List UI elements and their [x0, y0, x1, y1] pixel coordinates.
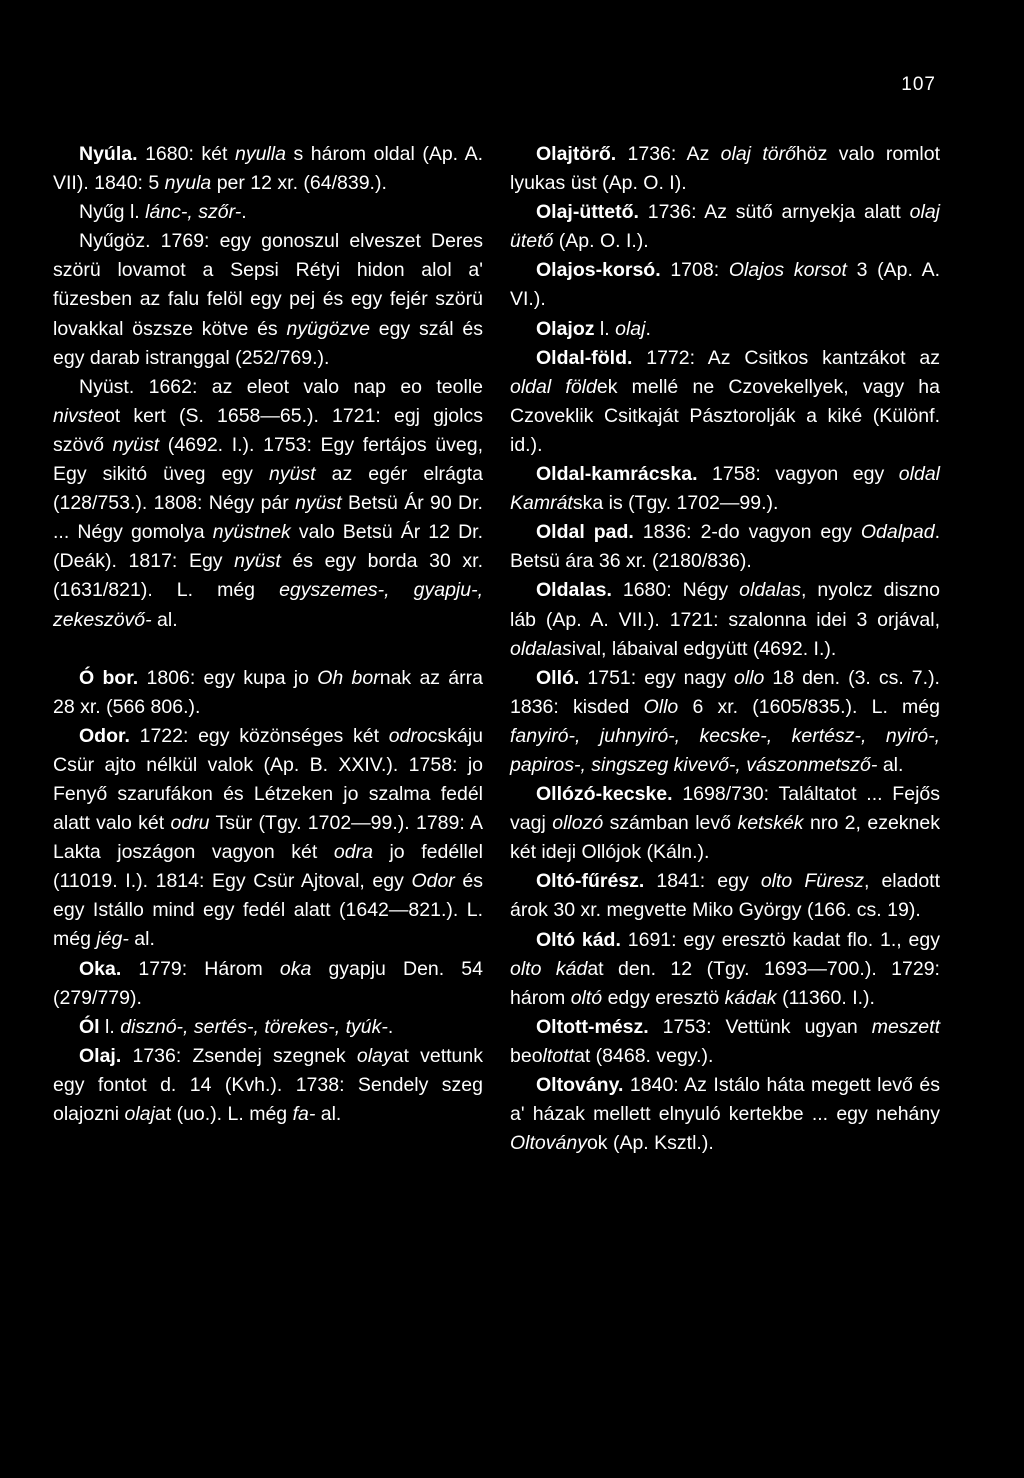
cited-form: olaj ütető	[510, 201, 940, 253]
entry-text: edgy eresztö	[602, 986, 725, 1009]
headword: Oltott-mész.	[536, 1015, 649, 1038]
entry-oltovany	[510, 1071, 940, 1158]
entry-text: 1698/730: Találtatot ... Fejős vagj	[510, 783, 940, 835]
entry-text: 1806: egy kupa jo	[138, 666, 318, 689]
entry-olajos-korso	[510, 256, 940, 314]
entry-olajtoro	[510, 140, 940, 198]
cited-form: Olajos korsot	[728, 259, 847, 282]
entry-oldalas	[510, 576, 940, 663]
entry-text: ek mellé ne Czovekellyek, vagy ha Czoveklik Csitkaját Pásztorolják a kiké (Különf. id.).	[510, 375, 940, 456]
entry-text: l.	[99, 1015, 121, 1038]
entry-olaj	[53, 1042, 483, 1129]
entry-nyugoz	[53, 227, 483, 372]
cited-form: oltó	[570, 986, 603, 1009]
entry-text: ot kert (S. 1658—65.). 1721: egj gjolcs szövő	[53, 404, 483, 456]
entry-nyug	[53, 198, 483, 227]
cited-form: oldal Kamrát	[510, 463, 940, 515]
cited-form: fanyiró-, juhnyiró-, kecske-, kertész-, nyiró-, papiros-, singszeg kivevő-, vászonmetsző-	[510, 724, 940, 776]
entry-text: és egy borda 30 xr. (1631/821). L. még	[53, 550, 483, 602]
entry-text: 1722: egy közönséges két	[129, 724, 389, 747]
entry-nyust	[53, 373, 483, 635]
entry-text: at den. 12 (Tgy. 1693—700.). 1729: három	[510, 957, 940, 1009]
left-column	[53, 140, 483, 1129]
entry-text: 1736: Az	[616, 143, 721, 165]
entry-text: 1753: Vettünk ugyan	[648, 1015, 872, 1038]
entry-text: beo	[510, 1044, 543, 1067]
headword: Oldal-föld.	[536, 346, 633, 369]
entry-oldal-kamracska	[510, 460, 940, 518]
entry-text: az egér elrágta (128/753.). 1808: Négy pár	[53, 463, 483, 515]
entry-text: 1708:	[660, 259, 729, 282]
entry-text: 1841: egy	[644, 870, 761, 893]
entry-odor	[53, 722, 483, 955]
cited-form: nyüstnek	[212, 521, 291, 544]
entry-text: 1662: az eleot valo nap eo teolle	[134, 375, 483, 398]
cited-form: ketskék	[737, 812, 804, 835]
entry-text: (11360. I.).	[776, 986, 875, 1009]
cited-form: odro	[388, 724, 428, 747]
cited-form: lánc-, szőr-	[145, 201, 242, 224]
entry-text: 1779: Három	[121, 957, 280, 980]
entry-text: valo Betsü Ár 12 Dr. (Deák). 1817: Egy	[53, 521, 483, 573]
entry-olto-furesz	[510, 867, 940, 925]
cited-form: oldal föld	[510, 375, 597, 398]
entry-text: Nyüst.	[79, 375, 135, 398]
cited-form: ltott	[542, 1044, 574, 1067]
entry-text: .	[387, 1015, 394, 1038]
headword: Oltó kád.	[536, 928, 621, 951]
headword: Olaj-üttető.	[536, 201, 639, 224]
cited-form: oka	[279, 957, 312, 980]
entry-text: s három oldal (Ap. A. VII). 1840: 5	[53, 143, 483, 195]
entry-text: 1691: egy eresztö kadat flo. 1., egy	[620, 928, 940, 951]
entry-text: egy szál és egy darab istranggal (252/769.).	[53, 317, 484, 369]
entry-text: 1769: egy gonoszul elveszet Deres szörü lovamot a Sepsi Rétyi hidon alol a' füzesben az falu felöl egy pej és egy fejér szörü lovakkal öszsze kötve és	[53, 230, 483, 340]
cited-form: Oh bor	[317, 666, 380, 689]
cited-form: ollozó	[552, 812, 604, 835]
entry-text: l.	[124, 201, 146, 224]
cited-form: Odalpad	[860, 521, 935, 544]
entry-text: al.	[128, 928, 155, 951]
entry-ollozo-kecske	[510, 780, 940, 867]
entry-text: Betsü Ár 90 Dr. ... Négy gomolya	[53, 492, 483, 544]
entry-olaj-utteto	[510, 198, 940, 256]
cited-form: disznó-, sertés-, törekes-, tyúk-	[120, 1015, 388, 1038]
entry-text: 1680: Négy	[611, 579, 740, 602]
headword: Oka.	[79, 957, 122, 980]
headword: Oldal pad.	[536, 521, 634, 544]
entry-text: , eladott árok 30 xr. megvette Miko György (166. cs. 19).	[510, 870, 940, 922]
entry-text: 1736: Zsendej szegnek	[121, 1044, 357, 1067]
cited-form: oldalas	[739, 579, 801, 602]
cited-form: olto kád	[510, 957, 588, 980]
cited-form: egyszemes-, gyapju-, zekeszövő-	[53, 579, 484, 631]
entry-text: höz valo romlot lyukas üst (Ap. O. I).	[510, 143, 941, 195]
entry-text: at (8468. vegy.).	[573, 1044, 714, 1067]
cited-form: nyüst	[295, 492, 342, 515]
headword: Nyúla.	[79, 143, 138, 165]
entry-text: 1736: Az sütő arnyekja alatt	[638, 201, 910, 224]
cited-form: nyüst	[112, 433, 160, 456]
cited-form: Odor	[411, 870, 455, 893]
cited-form: olto Füresz	[760, 870, 864, 893]
cited-form: olaj	[124, 1103, 155, 1125]
entry-text: 1836: 2-do vagyon egy	[633, 521, 861, 544]
cited-form: Ollo	[643, 695, 679, 718]
headword: Ollózó-kecske.	[536, 783, 673, 806]
entry-text: 1772: Az Csitkos kantzákot az	[632, 346, 940, 369]
entry-text: nak az árra 28 xr. (566 806.).	[53, 666, 483, 718]
right-column	[510, 140, 940, 1158]
entry-text: 1758: vagyon egy	[697, 463, 899, 486]
entry-text: 1680: két	[137, 143, 235, 165]
entry-text: at (uo.). L. még	[154, 1103, 293, 1125]
cited-form: fa-	[292, 1103, 316, 1125]
entry-text: 3 (Ap. A. VI.).	[510, 259, 940, 311]
entry-text: 1751: egy nagy	[579, 666, 734, 689]
entry-text: (Ap. O. I.).	[553, 230, 649, 253]
entry-obor	[53, 664, 483, 722]
headword: Oltó-fűrész.	[536, 870, 645, 893]
entry-text: al.	[151, 608, 178, 631]
cited-form: nyula	[164, 172, 212, 195]
headword: Oldal-kamrácska.	[536, 463, 698, 486]
entry-ol	[53, 1013, 483, 1042]
cited-form: oldalas	[510, 637, 572, 660]
entry-text: . Betsü ára 36 xr. (2180/836).	[510, 521, 940, 573]
headword: Ól	[79, 1015, 100, 1038]
entry-text: jo fedéllel (11019. I.). 1814: Egy Csür Ajtoval, egy	[53, 841, 484, 893]
headword: Olló.	[536, 666, 580, 689]
entry-text: al.	[315, 1103, 342, 1125]
entry-text: , nyolcz diszno láb (Ap. A. VII.). 1721: szalonna idei 3 orjával,	[510, 579, 940, 631]
entry-text: 1840: Az Istálo háta megett levő és a' házak mellett elnyuló kertekbe ... egy nehány	[510, 1074, 940, 1126]
cited-form: olay	[356, 1044, 393, 1067]
entry-text: per 12 xr. (64/839.).	[211, 172, 387, 195]
headword: Oldalas.	[536, 579, 612, 602]
entry-text: cskáju Csür ajto nélkül valok (Ap. B. XXIV.). 1758: jo Fenyő szarufákon és Létzeken jo szalma fedél alatt valo két	[53, 724, 483, 835]
cited-form: nyügözve	[286, 317, 370, 340]
entry-nyula	[53, 140, 483, 198]
headword: Oltovány.	[536, 1074, 624, 1096]
entry-olto-kad	[510, 926, 940, 1013]
cited-form: olaj törő	[720, 143, 796, 165]
headword: Ó bor.	[79, 666, 139, 689]
entry-text: al.	[877, 753, 904, 776]
cited-form: meszett	[871, 1015, 940, 1038]
entry-text: számban levő	[603, 812, 738, 835]
entry-text: (4692. I.). 1753: Egy fertájos üveg, Egy sikitó üveg egy	[53, 433, 484, 486]
entry-text: ival, lábaival edgyütt (4692. I.).	[571, 637, 837, 660]
headword: Olajos-korsó.	[536, 259, 661, 282]
entry-text: 6 xr. (1605/835.). L. még	[678, 695, 940, 718]
entry-text: at vettunk egy fontot d. 14 (Kvh.). 1738: Sendely szeg olajozni	[53, 1044, 483, 1125]
entry-text: Nyűg	[79, 201, 125, 224]
page-number: 107	[901, 74, 936, 95]
entry-olajoz	[510, 315, 940, 344]
cited-form: odru	[170, 812, 210, 835]
cited-form: olaj	[615, 317, 646, 340]
entry-oka	[53, 955, 483, 1013]
headword: Olajoz	[536, 317, 595, 340]
cited-form: nyüst	[234, 550, 281, 573]
cited-form: nyulla	[234, 143, 286, 165]
entry-text: .	[645, 317, 651, 340]
entry-oldal-pad	[510, 518, 940, 576]
entry-text: és egy Istállo mind egy fedél alatt (1642—821.). L. még	[53, 870, 483, 951]
headword: Odor.	[79, 724, 130, 747]
cited-form: kádak	[724, 986, 777, 1009]
cited-form: jég-	[96, 928, 129, 951]
entry-text: ska is (Tgy. 1702—99.).	[572, 492, 779, 515]
entry-oltott-mesz	[510, 1013, 940, 1071]
entry-text: gyapju Den. 54 (279/779).	[53, 957, 483, 1009]
entry-oldal-fold	[510, 344, 940, 460]
cited-form: ollo	[733, 666, 765, 689]
entry-text: nro 2, ezeknek két ideji Ollójok (Káln.).	[510, 812, 940, 864]
entry-ollo	[510, 664, 940, 780]
entry-text: .	[241, 201, 247, 224]
entry-text: ok (Ap. Ksztl.).	[586, 1132, 714, 1155]
entry-text: Nyűgöz.	[79, 230, 151, 253]
entry-text: l.	[594, 317, 616, 340]
entry-text: 18 den. (3. cs. 7.). 1836: kisded	[510, 666, 940, 718]
headword: Olajtörő.	[536, 143, 617, 165]
entry-text: Tsür (Tgy. 1702—99.). 1789: A Lakta joszágon vagyon két	[53, 812, 483, 864]
cited-form: odra	[333, 841, 373, 864]
headword: Olaj.	[79, 1044, 122, 1067]
cited-form: nyüst	[268, 463, 316, 486]
cited-form: nivste	[53, 404, 104, 427]
cited-form: Oltovány	[510, 1132, 587, 1155]
